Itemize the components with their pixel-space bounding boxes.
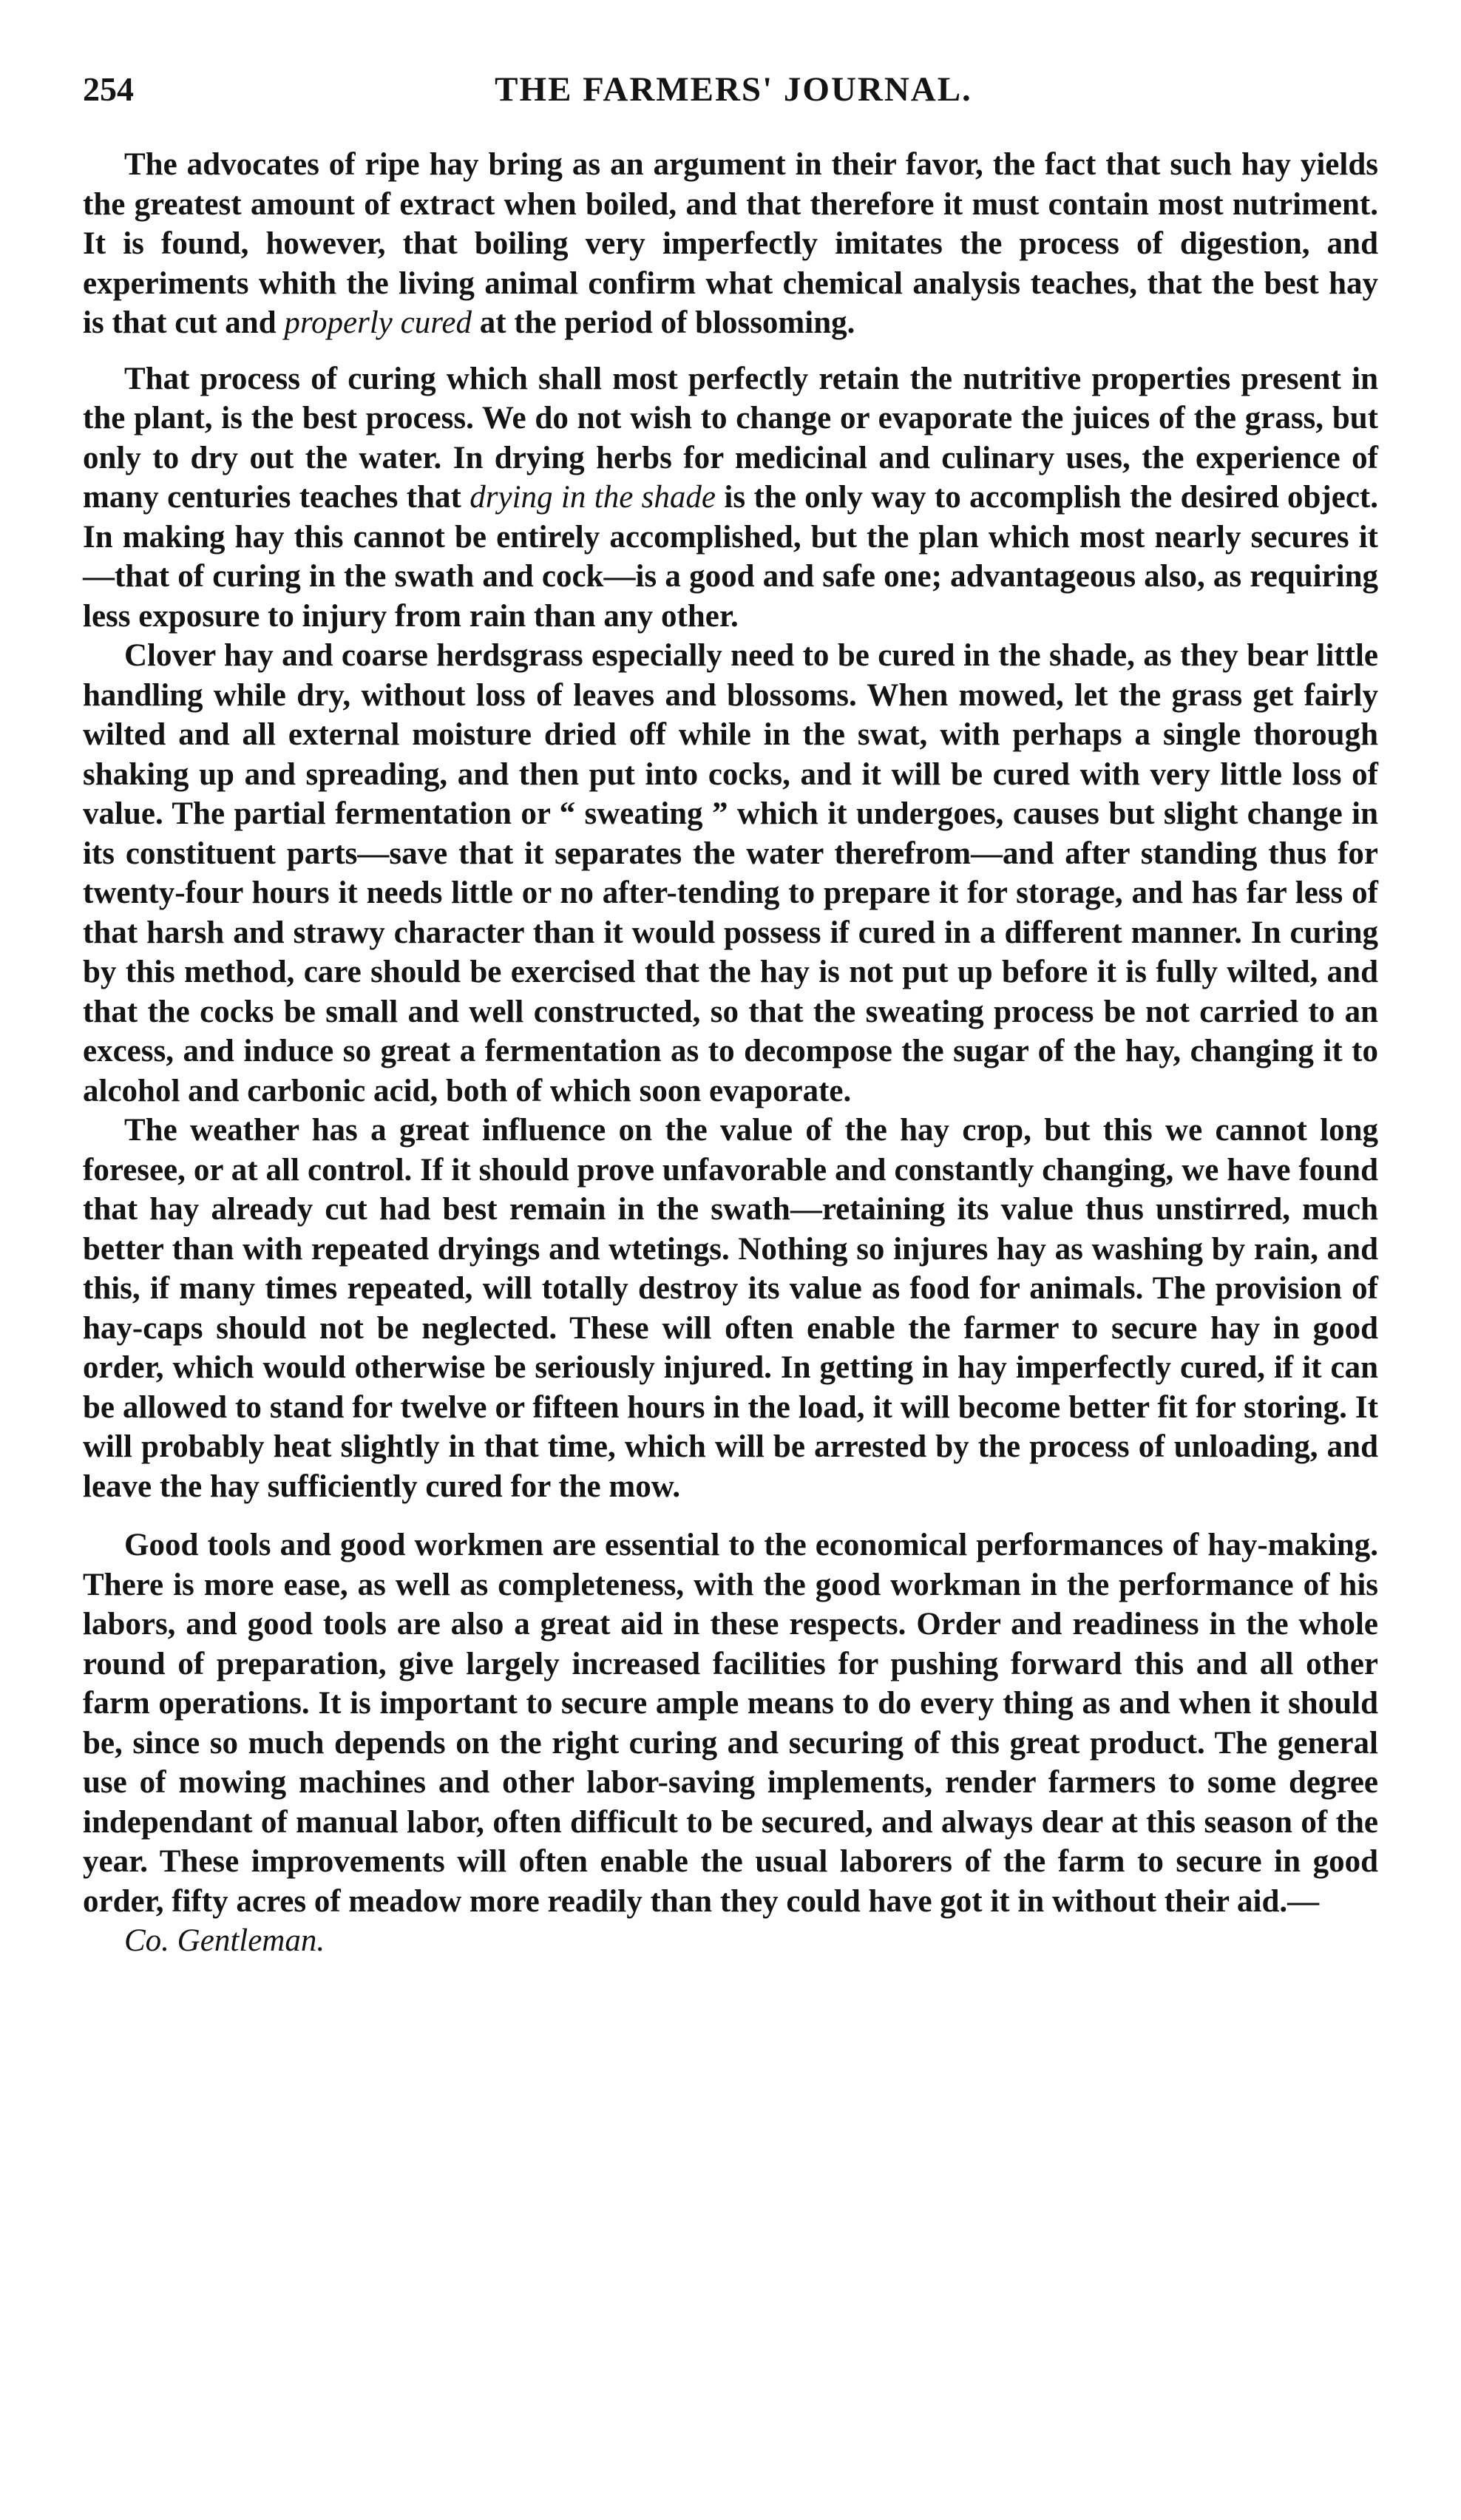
article-body <box>83 145 1378 1961</box>
paragraph-text: The advocates of ripe hay bring as an argument in their favor, the fact that such hay yields the greatest amount of extract when boiled, and that therefore it must contain most nutriment. It is found, however, that boiling very imperfectly imitates the process of digestion, and experiments whith the living animal confirm what chemical analysis teaches, that the best hay is that cut and <box>83 147 1378 340</box>
italic-phrase: drying in the shade <box>470 480 716 515</box>
paragraph-text: is the only way to accomplish the desired object. In making hay this cannot be entirely accomplished, but the plan which most nearly secures it—that of curing in the swath and cock—is a good and safe one; advantageous also, as requiring less exposure to injury from rain than any other. <box>83 480 1378 634</box>
paragraph-text: That process of curing which shall most perfectly retain the nutritive properties present in the plant, is the best process. We do not wish to change or evaporate the juices of the grass, but only to dry out the water. In drying herbs for medicinal and culinary uses, the experience of many centuries teaches that <box>83 361 1378 515</box>
paragraph-ripe-hay <box>83 145 1378 343</box>
paragraph-weather: The weather has a great influence on the value of the hay crop, but this we cannot long foresee, or at all control. If it should prove unfavorable and constantly changing, we have found that hay already cut had best remain in the swath—retaining its value thus unstirred, much better than with repeated dryings and wtetings. Nothing so injures hay as washing by rain, and this, if many times repeated, will totally destroy its value as food for animals. The provision of hay-caps should not be neglected. These will often enable the farmer to secure hay in good order, which would otherwise be seriously injured. In getting in hay imperfectly cured, if it can be allowed to stand for twelve or fifteen hours in the load, it will become better fit for storing. It will probably heat slightly in that time, which will be arrested by the process of unloading, and leave the hay sufficiently cured for the mow. <box>83 1113 1378 1504</box>
page-number: 254 <box>83 70 134 108</box>
paragraph-clover-hay: Clover hay and coarse herdsgrass especially need to be cured in the shade, as they bear little handling while dry, without loss of leaves and blossoms. When mowed, let the grass get fairly wilted and all external moisture dried off while in the swat, with perhaps a single thorough shaking up and spreading, and then put into cocks, and it will be cured with very little loss of value. The partial fermentation or “ sweating ” which it undergoes, causes but slight change in its constituent parts—save that it separates the water therefrom—and after standing thus for twenty-four hours it needs little or no after-tending to prepare it for storage, and has far less of that harsh and strawy character than it would possess if cured in a different manner. In curing by this method, care should be exercised that the hay is not put up before it is fully wilted, and that the cocks be small and well constructed, so that the sweating process be not carried to an excess, and induce so great a fermentation as to decompose the sugar of the hay, changing it to alcohol and carbonic acid, both of which soon evaporate. <box>83 638 1378 1108</box>
paragraph-curing-process <box>83 359 1378 637</box>
running-title: THE FARMERS' JOURNAL. <box>495 70 972 109</box>
paragraph-text: at the period of blossoming. <box>471 305 855 340</box>
italic-phrase: properly cured <box>284 305 472 340</box>
paragraph-good-tools: Good tools and good workmen are essential to the economical performances of hay-making. There is more ease, as well as completeness, with the good workman in the performance of his labors, and good tools are also a great aid in these respects. Order and readiness in the whole round of preparation, give largely increased facilities for pushing forward this and all other farm operations. It is important to secure ample means to do every thing as and when it should be, since so much depends on the right curing and securing of this great product. The general use of mowing machines and other labor-saving implements, render farmers to some degree independant of manual labor, often difficult to be secured, and always dear at this season of the year. These improvements will often enable the usual laborers of the farm to secure in good order, fifty acres of meadow more readily than they could have got it in without their aid.— <box>83 1528 1378 1919</box>
source-attribution: Co. Gentleman. <box>124 1923 325 1958</box>
page-header <box>83 65 1384 124</box>
